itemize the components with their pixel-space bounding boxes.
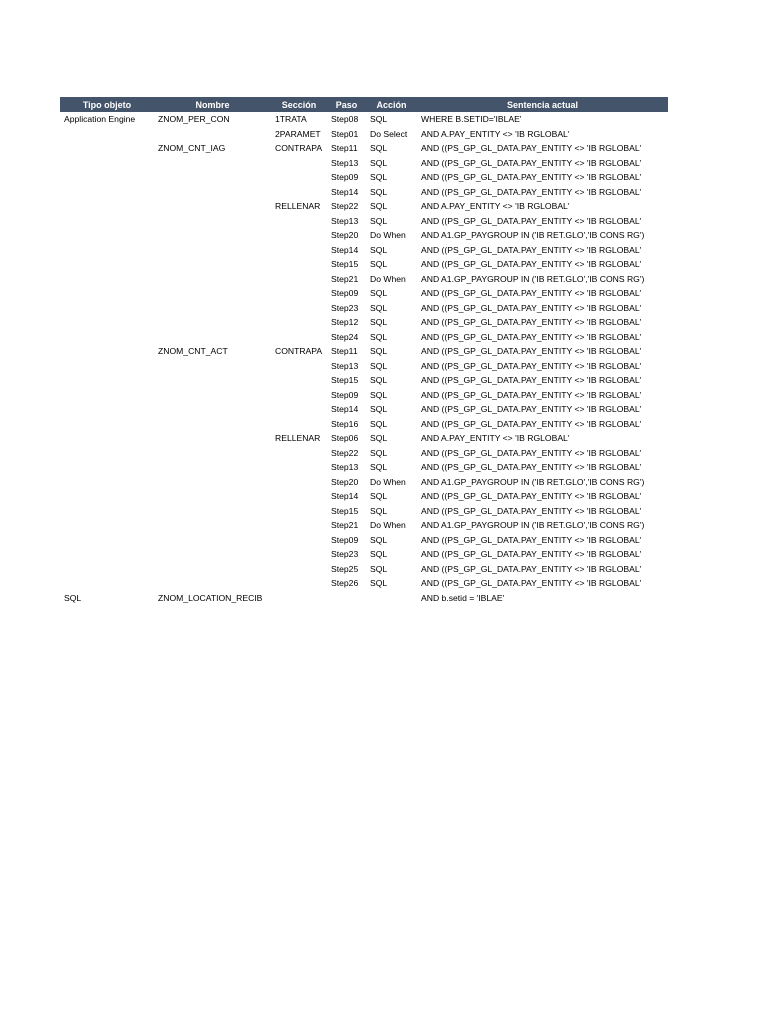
cell-paso: Step15 xyxy=(331,259,359,270)
cell-paso: Step13 xyxy=(331,462,359,473)
cell-sentencia: AND ((PS_GP_GL_DATA.PAY_ENTITY <> 'IB RGLOBAL' xyxy=(421,244,642,255)
cell-paso: Step09 xyxy=(331,288,359,299)
cell-seccion: RELLENAR xyxy=(275,433,321,444)
table-row xyxy=(60,141,668,156)
table-row xyxy=(60,475,668,490)
cell-paso: Step13 xyxy=(331,360,359,371)
cell-sentencia: AND ((PS_GP_GL_DATA.PAY_ENTITY <> 'IB RGLOBAL' xyxy=(421,172,642,183)
cell-sentencia: AND ((PS_GP_GL_DATA.PAY_ENTITY <> 'IB RGLOBAL' xyxy=(421,404,642,415)
cell-sentencia: AND ((PS_GP_GL_DATA.PAY_ENTITY <> 'IB RGLOBAL' xyxy=(421,143,642,154)
cell-paso: Step09 xyxy=(331,389,359,400)
table-row xyxy=(60,591,668,606)
cell-accion: SQL xyxy=(370,360,388,371)
cell-paso: Step13 xyxy=(331,157,359,168)
cell-paso: Step01 xyxy=(331,128,359,139)
cell-sentencia: AND A.PAY_ENTITY <> 'IB RGLOBAL' xyxy=(421,128,570,139)
cell-sentencia: AND ((PS_GP_GL_DATA.PAY_ENTITY <> 'IB RGLOBAL' xyxy=(421,186,642,197)
cell-accion: SQL xyxy=(370,578,388,589)
cell-paso: Step22 xyxy=(331,201,359,212)
table-header-row xyxy=(60,97,668,112)
table-row xyxy=(60,402,668,417)
cell-accion: SQL xyxy=(370,433,388,444)
table-row xyxy=(60,185,668,200)
table-row xyxy=(60,156,668,171)
cell-paso: Step06 xyxy=(331,433,359,444)
cell-sentencia: AND ((PS_GP_GL_DATA.PAY_ENTITY <> 'IB RGLOBAL' xyxy=(421,447,642,458)
table-row xyxy=(60,315,668,330)
cell-nombre: ZNOM_PER_CON xyxy=(158,114,230,125)
cell-seccion: 2PARAMET xyxy=(275,128,321,139)
table-row xyxy=(60,460,668,475)
header-paso: Paso xyxy=(335,99,358,110)
table-row xyxy=(60,286,668,301)
cell-paso: Step20 xyxy=(331,476,359,487)
cell-accion: Do When xyxy=(370,273,406,284)
table-row xyxy=(60,344,668,359)
cell-accion: SQL xyxy=(370,317,388,328)
table-row xyxy=(60,228,668,243)
table-row xyxy=(60,562,668,577)
cell-accion: SQL xyxy=(370,389,388,400)
cell-accion: Do When xyxy=(370,520,406,531)
header-tipo-objeto: Tipo objeto xyxy=(82,99,132,110)
cell-accion: SQL xyxy=(370,462,388,473)
cell-accion: SQL xyxy=(370,259,388,270)
cell-paso: Step11 xyxy=(331,346,358,357)
cell-sentencia: AND ((PS_GP_GL_DATA.PAY_ENTITY <> 'IB RGLOBAL' xyxy=(421,157,642,168)
table-row xyxy=(60,504,668,519)
cell-sentencia: AND A1.GP_PAYGROUP IN ('IB RET.GLO','IB CONS RG') xyxy=(421,273,645,284)
cell-sentencia: AND A1.GP_PAYGROUP IN ('IB RET.GLO','IB CONS RG') xyxy=(421,476,645,487)
table-row xyxy=(60,257,668,272)
cell-sentencia: AND ((PS_GP_GL_DATA.PAY_ENTITY <> 'IB RGLOBAL' xyxy=(421,491,642,502)
cell-sentencia: AND A.PAY_ENTITY <> 'IB RGLOBAL' xyxy=(421,201,570,212)
cell-sentencia: AND A.PAY_ENTITY <> 'IB RGLOBAL' xyxy=(421,433,570,444)
cell-accion: SQL xyxy=(370,186,388,197)
table-row xyxy=(60,301,668,316)
cell-sentencia: AND ((PS_GP_GL_DATA.PAY_ENTITY <> 'IB RGLOBAL' xyxy=(421,462,642,473)
cell-accion: SQL xyxy=(370,143,388,154)
table-row xyxy=(60,576,668,591)
table-row xyxy=(60,431,668,446)
cell-paso: Step09 xyxy=(331,534,359,545)
cell-accion: SQL xyxy=(370,491,388,502)
cell-accion: SQL xyxy=(370,172,388,183)
table-row xyxy=(60,417,668,432)
cell-paso: Step24 xyxy=(331,331,359,342)
header-nombre: Nombre xyxy=(195,99,230,110)
cell-paso: Step21 xyxy=(331,520,359,531)
cell-sentencia: AND b.setid = 'IBLAE' xyxy=(421,592,505,603)
cell-accion: SQL xyxy=(370,375,388,386)
cell-sentencia: AND ((PS_GP_GL_DATA.PAY_ENTITY <> 'IB RGLOBAL' xyxy=(421,331,642,342)
cell-sentencia: AND ((PS_GP_GL_DATA.PAY_ENTITY <> 'IB RGLOBAL' xyxy=(421,578,642,589)
cell-sentencia: AND ((PS_GP_GL_DATA.PAY_ENTITY <> 'IB RGLOBAL' xyxy=(421,346,642,357)
header-seccion: Sección xyxy=(281,99,317,110)
cell-paso: Step21 xyxy=(331,273,359,284)
cell-seccion: 1TRATA xyxy=(275,114,307,125)
cell-sentencia: AND ((PS_GP_GL_DATA.PAY_ENTITY <> 'IB RGLOBAL' xyxy=(421,215,642,226)
cell-sentencia: AND A1.GP_PAYGROUP IN ('IB RET.GLO','IB CONS RG') xyxy=(421,520,645,531)
cell-accion: SQL xyxy=(370,418,388,429)
cell-accion: SQL xyxy=(370,346,388,357)
cell-paso: Step11 xyxy=(331,143,358,154)
cell-sentencia: AND ((PS_GP_GL_DATA.PAY_ENTITY <> 'IB RGLOBAL' xyxy=(421,389,642,400)
cell-paso: Step15 xyxy=(331,505,359,516)
table-row xyxy=(60,243,668,258)
cell-tipo-objeto: SQL xyxy=(64,592,82,603)
cell-paso: Step14 xyxy=(331,186,359,197)
table-row xyxy=(60,446,668,461)
cell-paso: Step23 xyxy=(331,302,359,313)
cell-sentencia: AND ((PS_GP_GL_DATA.PAY_ENTITY <> 'IB RGLOBAL' xyxy=(421,317,642,328)
cell-paso: Step14 xyxy=(331,244,359,255)
cell-sentencia: AND ((PS_GP_GL_DATA.PAY_ENTITY <> 'IB RGLOBAL' xyxy=(421,418,642,429)
table-body xyxy=(60,112,668,605)
cell-accion: SQL xyxy=(370,157,388,168)
header-accion: Acción xyxy=(376,99,407,110)
cell-sentencia: AND ((PS_GP_GL_DATA.PAY_ENTITY <> 'IB RGLOBAL' xyxy=(421,534,642,545)
table-row xyxy=(60,547,668,562)
table-row xyxy=(60,112,668,127)
cell-sentencia: AND ((PS_GP_GL_DATA.PAY_ENTITY <> 'IB RGLOBAL' xyxy=(421,375,642,386)
cell-accion: Do When xyxy=(370,230,406,241)
cell-tipo-objeto: Application Engine xyxy=(64,114,136,125)
cell-accion: SQL xyxy=(370,563,388,574)
cell-sentencia: AND ((PS_GP_GL_DATA.PAY_ENTITY <> 'IB RGLOBAL' xyxy=(421,288,642,299)
cell-paso: Step08 xyxy=(331,114,359,125)
cell-sentencia: AND ((PS_GP_GL_DATA.PAY_ENTITY <> 'IB RGLOBAL' xyxy=(421,259,642,270)
cell-sentencia: AND A1.GP_PAYGROUP IN ('IB RET.GLO','IB CONS RG') xyxy=(421,230,645,241)
cell-nombre: ZNOM_LOCATION_RECIB xyxy=(158,592,263,603)
cell-accion: SQL xyxy=(370,447,388,458)
cell-accion: SQL xyxy=(370,114,388,125)
cell-paso: Step09 xyxy=(331,172,359,183)
cell-nombre: ZNOM_CNT_ACT xyxy=(158,346,228,357)
cell-sentencia: AND ((PS_GP_GL_DATA.PAY_ENTITY <> 'IB RGLOBAL' xyxy=(421,563,642,574)
table-row xyxy=(60,170,668,185)
cell-paso: Step26 xyxy=(331,578,359,589)
cell-accion: Do When xyxy=(370,476,406,487)
cell-paso: Step15 xyxy=(331,375,359,386)
table-row xyxy=(60,330,668,345)
cell-paso: Step23 xyxy=(331,549,359,560)
cell-accion: SQL xyxy=(370,201,388,212)
cell-paso: Step14 xyxy=(331,491,359,502)
cell-sentencia: WHERE B.SETID='IBLAE' xyxy=(421,114,522,125)
cell-accion: SQL xyxy=(370,404,388,415)
cell-accion: SQL xyxy=(370,549,388,560)
cell-accion: SQL xyxy=(370,331,388,342)
table-row xyxy=(60,533,668,548)
cell-paso: Step14 xyxy=(331,404,359,415)
cell-sentencia: AND ((PS_GP_GL_DATA.PAY_ENTITY <> 'IB RGLOBAL' xyxy=(421,505,642,516)
table-row xyxy=(60,489,668,504)
cell-seccion: CONTRAPA xyxy=(275,346,323,357)
cell-paso: Step12 xyxy=(331,317,359,328)
cell-sentencia: AND ((PS_GP_GL_DATA.PAY_ENTITY <> 'IB RGLOBAL' xyxy=(421,360,642,371)
table-row xyxy=(60,272,668,287)
cell-sentencia: AND ((PS_GP_GL_DATA.PAY_ENTITY <> 'IB RGLOBAL' xyxy=(421,302,642,313)
cell-accion: SQL xyxy=(370,302,388,313)
table-row xyxy=(60,373,668,388)
cell-accion: SQL xyxy=(370,244,388,255)
cell-accion: SQL xyxy=(370,534,388,545)
table-row xyxy=(60,388,668,403)
header-sentencia-actual: Sentencia actual xyxy=(506,99,579,110)
cell-accion: SQL xyxy=(370,288,388,299)
table-row xyxy=(60,214,668,229)
cell-paso: Step25 xyxy=(331,563,359,574)
cell-paso: Step22 xyxy=(331,447,359,458)
cell-accion: Do Select xyxy=(370,128,408,139)
cell-seccion: RELLENAR xyxy=(275,201,321,212)
cell-accion: SQL xyxy=(370,505,388,516)
cell-paso: Step20 xyxy=(331,230,359,241)
data-table xyxy=(60,97,668,605)
cell-sentencia: AND ((PS_GP_GL_DATA.PAY_ENTITY <> 'IB RGLOBAL' xyxy=(421,549,642,560)
table-row xyxy=(60,199,668,214)
table-row xyxy=(60,518,668,533)
table-row xyxy=(60,359,668,374)
cell-paso: Step16 xyxy=(331,418,359,429)
cell-accion: SQL xyxy=(370,215,388,226)
table-row xyxy=(60,127,668,142)
cell-paso: Step13 xyxy=(331,215,359,226)
cell-nombre: ZNOM_CNT_IAG xyxy=(158,143,226,154)
cell-seccion: CONTRAPA xyxy=(275,143,323,154)
